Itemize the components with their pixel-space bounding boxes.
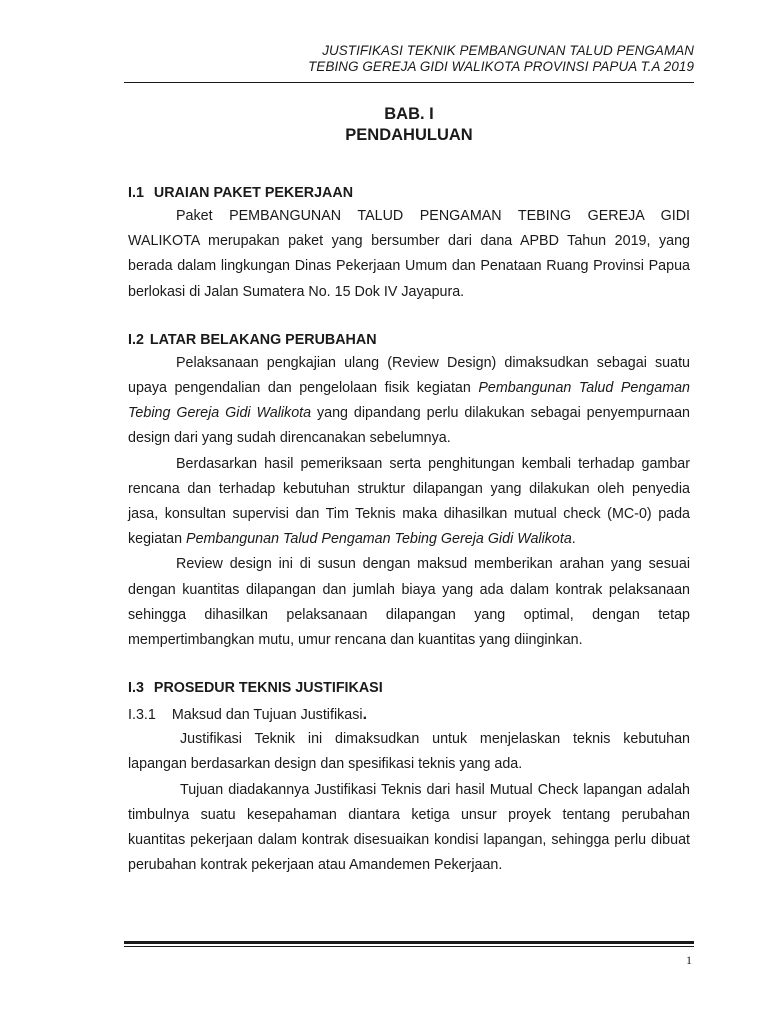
footer-rule-thick <box>124 941 694 944</box>
section-title: LATAR BELAKANG PERUBAHAN <box>149 331 377 348</box>
subsection-title: Maksud dan Tujuan Justifikasi <box>171 707 363 724</box>
paragraph: Review design ini di susun dengan maksud memberikan arahan yang sesuai dengan kuantitas dilapangan dan jumlah biaya yang ada dalam kontrak pelaksanaan sehingga dihasilkan pelaksanaan dilapangan yang optimal, dengan tetap mempertimbangkan mutu, umur rencana dan kuantitas yang diinginkan. <box>128 556 690 649</box>
running-header-line-1: JUSTIFIKASI TEKNIK PEMBANGUNAN TALUD PENGAMAN <box>322 43 694 58</box>
section-title: URAIAN PAKET PEKERJAAN <box>153 185 354 201</box>
paragraph: Justifikasi Teknik ini dimaksudkan untuk menjelaskan teknis kebutuhan lapangan berdasarkan design dan spesifikasi teknis yang ada. <box>128 731 690 773</box>
chapter-title: PENDAHULUAN <box>345 126 473 144</box>
paragraph-text: yang dipandang perlu dilakukan sebagai penyempurnaan design dari yang sudah direncanakan sebelumnya. <box>128 405 691 447</box>
section-heading-1-1 <box>128 182 690 204</box>
paragraph-italic-text: Pembangunan Talud Pengaman Tebing Gereja Gidi Walikota <box>128 380 690 422</box>
paragraph-italic-text: Pembangunan Talud Pengaman Tebing Gereja Gidi Walikota <box>186 531 572 548</box>
document-body <box>128 182 690 878</box>
running-header <box>134 43 694 75</box>
page-number: 1 <box>686 953 692 967</box>
section-heading-1-3 <box>128 677 690 699</box>
section-title: PROSEDUR TEKNIS JUSTIFIKASI <box>153 680 383 697</box>
running-header-line-2: TEBING GEREJA GIDI WALIKOTA PROVINSI PAPUA T.A 2019 <box>308 59 694 74</box>
paragraph-text: . <box>571 531 576 548</box>
paragraph-text: Pelaksanaan pengkajian ulang (Review Design) dimaksudkan sebagai suatu upaya pengendalian dan pengelolaan fisik kegiatan <box>128 354 690 397</box>
section-number: I.2 <box>128 331 144 348</box>
spacer <box>128 653 690 677</box>
subsection-period: . <box>362 706 368 724</box>
chapter-heading <box>124 104 694 146</box>
paragraph: Tujuan diadakannya Justifikasi Teknis dari hasil Mutual Check lapangan adalah timbulnya suatu kesepahaman diantara ketiga unsur proyek tentang perubahan kuantitas pekerjaan dalam kontrak disesuaikan kondisi lapangan, sehingga perlu dibuat perubahan kontrak pekerjaan atau Amandemen Pekerjaan. <box>128 781 690 874</box>
section-number: I.3 <box>128 680 144 697</box>
section-number: I.1 <box>128 185 144 201</box>
spacer <box>128 305 690 329</box>
paragraph-text: Berdasarkan hasil pemeriksaan serta penghitungan kembali terhadap gambar rencana dan terhadap kebutuhan struktur dilapangan yang dilakukan oleh penyedia jasa, konsultan supervisi dan Tim Teknis maka dihasilkan mutual check (MC-0) pada kegiatan <box>128 455 690 548</box>
subsection-number: I.3.1 <box>128 707 156 724</box>
footer-rule-thin <box>124 946 694 947</box>
paragraph <box>128 351 690 452</box>
header-rule <box>124 82 694 83</box>
subsection-heading-1-3-1 <box>128 703 690 727</box>
section-heading-1-2 <box>128 329 690 351</box>
paragraph <box>128 452 690 553</box>
paragraph: Paket PEMBANGUNAN TALUD PENGAMAN TEBING GEREJA GIDI WALIKOTA merupakan paket yang bersumber dari dana APBD Tahun 2019, yang berada dalam lingkungan Dinas Pekerjaan Umum dan Penataan Ruang Provinsi Papua berlokasi di Jalan Sumatera No. 15 Dok IV Jayapura. <box>128 208 690 300</box>
chapter-label: BAB. I <box>384 105 434 123</box>
